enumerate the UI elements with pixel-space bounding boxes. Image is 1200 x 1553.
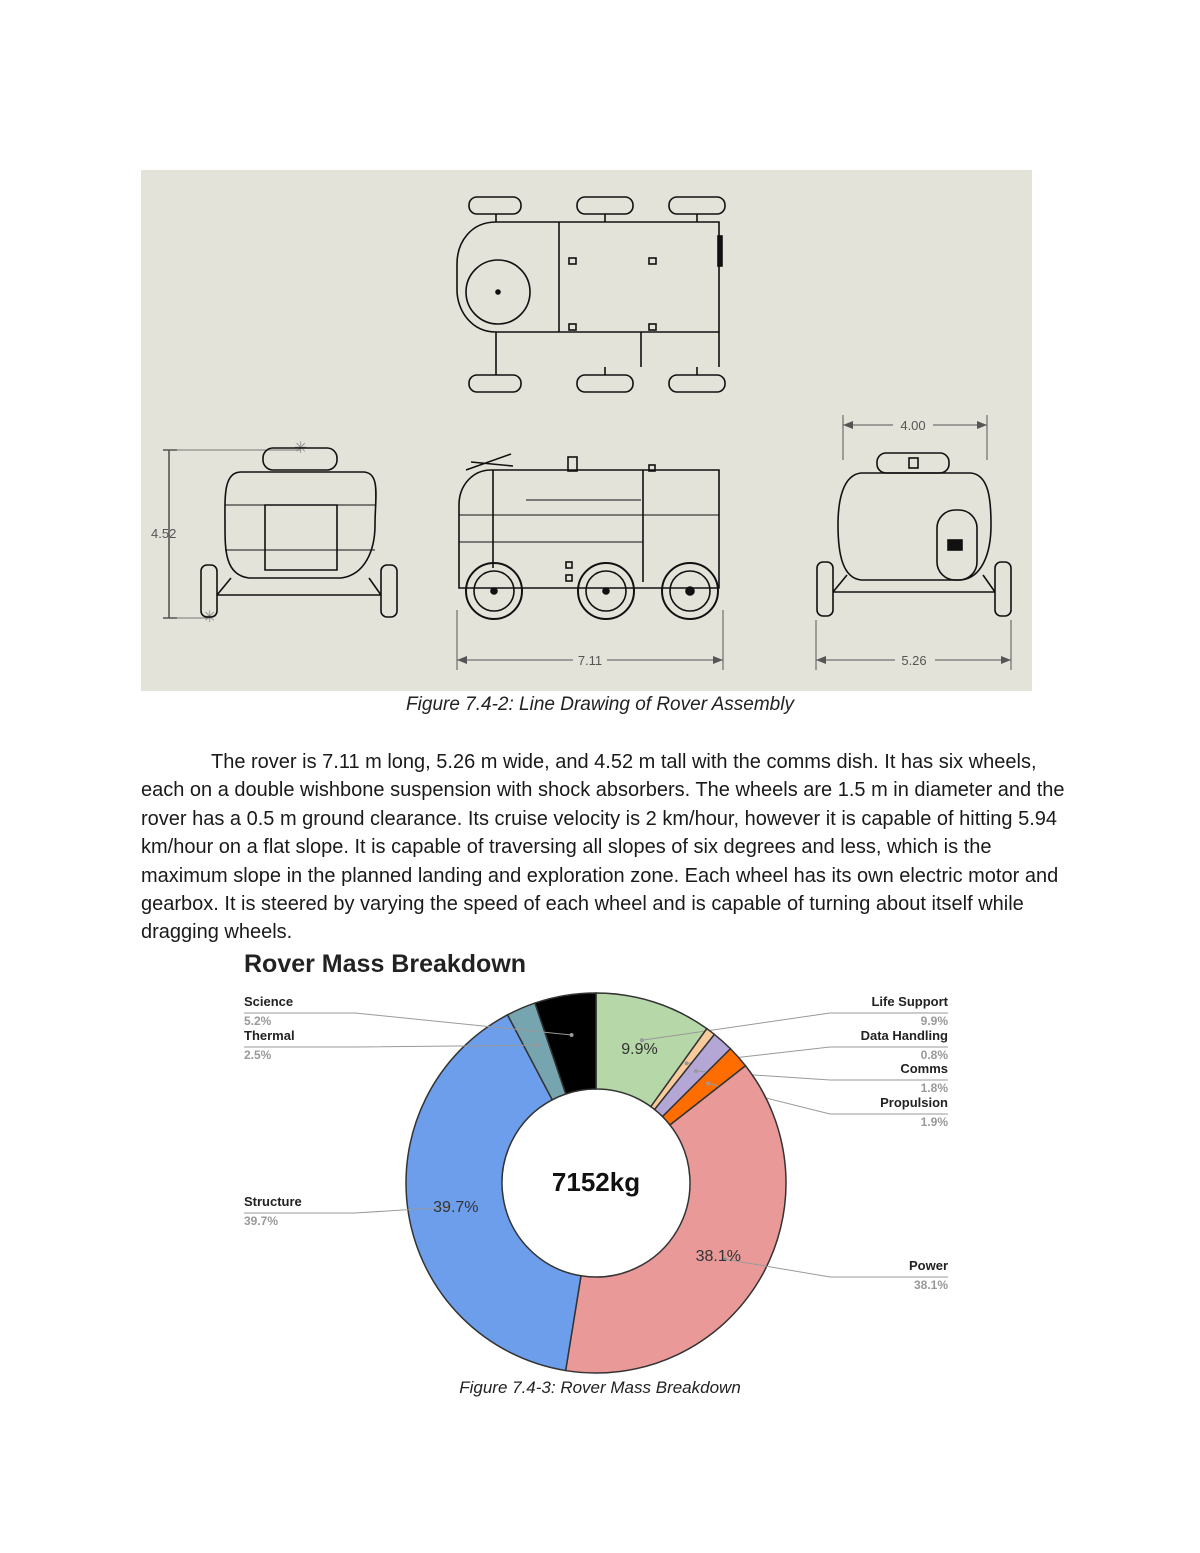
center-total-label: 7152kg [551,1167,641,1197]
slice-value-label: 9.9% [621,1040,658,1058]
leader-dot [570,1033,574,1037]
legend-percent: 1.8% [920,1081,948,1095]
legend-percent: 38.1% [913,1278,948,1292]
slice-value-label: 39.7% [433,1198,479,1216]
legend-label: Comms [900,1061,948,1076]
leader-dot [694,1069,698,1073]
legend-label: Science [244,994,294,1009]
legend-percent: 9.9% [920,1014,948,1028]
legend-percent: 39.7% [244,1214,279,1228]
leader-dot [685,1061,689,1065]
length-dimension: 7.11 [577,653,603,668]
legend-label: Power [908,1258,948,1273]
legend-percent: 2.5% [244,1048,272,1062]
figure2-caption: Figure 7.4-3: Rover Mass Breakdown [459,1378,741,1397]
legend-percent: 0.8% [920,1048,948,1062]
svg-text:✳: ✳ [294,440,308,457]
chart-title: Rover Mass Breakdown [244,950,527,978]
height-dimension: 4.52 [151,526,177,541]
figure1-caption: Figure 7.4-2: Line Drawing of Rover Assembly [406,694,794,715]
leader-dot [706,1082,710,1086]
leader-dot [535,1043,539,1047]
legend-label: Propulsion [880,1095,948,1110]
width-dimension: 5.26 [901,653,927,668]
legend-label: Thermal [244,1028,295,1043]
legend-percent: 5.2% [244,1014,272,1028]
svg-text:✳: ✳ [203,609,217,626]
legend-label: Structure [244,1194,302,1209]
legend-percent: 1.9% [920,1115,948,1129]
top-width-dimension: 4.00 [900,418,926,433]
slice-value-label: 38.1% [695,1248,741,1266]
legend-label: Life Support [871,994,948,1009]
legend-label: Data Handling [860,1028,948,1043]
paragraph-text: The rover is 7.11 m long, 5.26 m wide, and 4.52 m tall with the comms dish. It has six wheels, each on a double wishbone suspension with shock absorbers. The wheels are 1.5 m in diameter and the rover has a 0.5 m ground clearance. Its cruise velocity is 2 km/hour, however it is capable of hitting 5.94 km/hour on a flat slope. It is capable of traversing all slopes of six degrees and less, which is the maximum slope in the planned landing and exploration zone. Each wheel has its own electric motor and gearbox. It is steered by varying the speed of each wheel and is capable of turning about itself while dragging wheels. [141,751,1065,944]
